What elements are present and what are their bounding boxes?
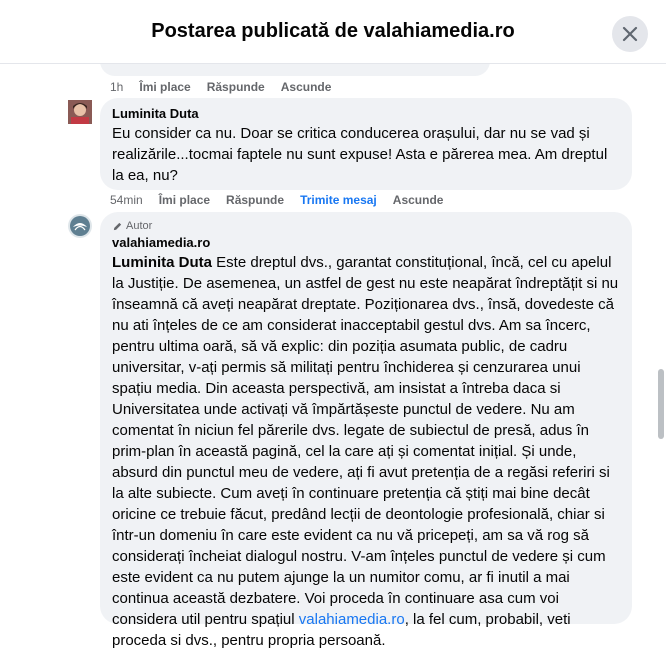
reply-bubble	[100, 212, 632, 649]
like-link[interactable]: Îmi place	[139, 80, 191, 94]
comment-text: Eu consider ca nu. Doar se critica conducerea orașului, dar nu se vad și realizările...tocmai faptele nu sunt expuse! Asta e părerea mea. Am dreptul la ea, nu?	[112, 125, 608, 184]
reply-link[interactable]: Răspunde	[226, 193, 285, 207]
comment-author[interactable]: Luminita Duta	[112, 106, 199, 121]
page-avatar[interactable]	[68, 214, 92, 238]
comment-bubble	[100, 98, 632, 190]
reply-text	[112, 252, 620, 651]
modal-header	[0, 0, 666, 64]
reply-author[interactable]: valahiamedia.ro	[112, 235, 211, 250]
modal-title: Postarea publicată de valahiamedia.ro	[151, 20, 515, 42]
comments-scroll-area[interactable]	[0, 64, 666, 649]
previous-comment-actions	[110, 80, 347, 94]
comment-actions	[110, 193, 459, 207]
close-icon	[622, 26, 638, 42]
close-button[interactable]	[612, 16, 648, 52]
page-link[interactable]: valahiamedia.ro	[298, 611, 405, 628]
comment-time: 54min	[110, 193, 143, 207]
hide-link[interactable]: Ascunde	[392, 193, 444, 207]
reply-body: Este dreptul dvs., garantat constituțional, încă, cel cu apelul la Justiție. De asemenea, un astfel de gest nu este neapărat îndreptățit si nu înseamnă că aveți neapărat dreptate. Poziționarea dvs., însă, dovedeste că nu ati înțeles de ce am considerat inacceptabil gestul dvs. Am sa încerc, pentru ultima oară, să vă explic: din poziția asumata public, de cadru universitar, v-ați permis să militați pentru închiderea și cenzurarea unui spațiu media. Din aceasta perspectivă, am insistat a întreba daca si Universitatea unde activați vă împărtășeste punctul de vedere. Nu am comentat în niciun fel părerile dvs. legate de subiectul de presă, adus în prim-plan în această pagină, cel la care ați și comentat inițial. Și unde, absurd din punctul meu de vedere, ați fi avut pretenția de a regăsi referiri si la alte subiecte. Cum aveți în continuare pretenția că știți mai bine decât oricine ce trebuie făcut, predând lecții de deontologie profesională, chiar si într-un domeniu în care este evident ca nu vă pricepeți, am sa vă rog să considerați încheiat dialogul nostru. V-am înțeles punctul de vedere și cum este evident ca nu putem ajunge la un numitor comu, ar fi inutil a mai continua această dezbatere. Voi proceda în continuare asa cum voi considera util pentru spațiul	[112, 254, 619, 628]
author-badge-label: Autor	[126, 220, 153, 232]
reply-body-end: , la fel cum, probabil, veti proceda si dvs., pentru propria persoană.	[112, 611, 571, 649]
mention[interactable]: Luminita Duta	[112, 254, 212, 271]
pencil-icon	[112, 221, 123, 232]
avatar[interactable]	[68, 100, 92, 124]
scrollbar-thumb[interactable]	[658, 369, 664, 439]
send-message-link[interactable]: Trimite mesaj	[300, 193, 377, 207]
hide-link[interactable]: Ascunde	[280, 80, 332, 94]
comment-time: 1h	[110, 80, 124, 94]
reply-link[interactable]: Răspunde	[206, 80, 265, 94]
author-badge	[112, 220, 620, 232]
like-link[interactable]: Îmi place	[158, 193, 211, 207]
